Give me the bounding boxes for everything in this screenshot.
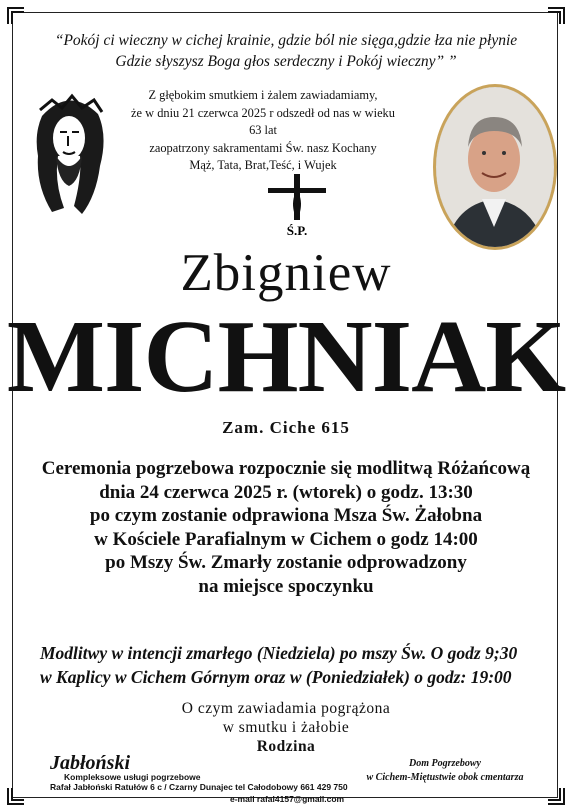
ceremony-line: Ceremonia pogrzebowa rozpocznie się modlitwą Różańcową: [41, 458, 531, 479]
notice-line: Mąż, Tata, Brat,Teść, i Wujek: [189, 158, 337, 172]
sp-label: Ś.P.: [286, 223, 308, 238]
funeral-service-address: Rafał Jabłoński Ratułów 6 c / Czarny Dunajec tel Całodobowy 661 429 750: [50, 782, 348, 792]
corner-ornament-top-right: [546, 6, 566, 26]
prayer-line: Modlitwy w intencji zmarłego (Niedziela) po mszy Św. O godz 9;30: [40, 643, 518, 663]
deceased-address: Zam. Ciche 615: [222, 418, 350, 437]
memorial-quote: [40, 30, 532, 72]
closing-note: [0, 699, 572, 756]
funeral-home-info: [355, 757, 535, 785]
closing-line: O czym zawiadamia pogrążona: [181, 700, 391, 717]
funeral-home-line: w Cichem-Miętustwie obok cmentarza: [366, 772, 524, 783]
jesus-face-icon: [22, 86, 116, 216]
funeral-service-email: e-mail rafal4157@gmail.com: [230, 794, 345, 804]
funeral-service-logo: [50, 754, 350, 804]
deceased-first-name: Zbigniew: [180, 244, 392, 302]
closing-line: w smutku i żałobie: [222, 719, 350, 736]
ceremony-line: po czym zostanie odprawiona Msza Św. Żałobna: [89, 505, 483, 526]
family-signature: Rodzina: [256, 738, 316, 755]
funeral-home-line: Dom Pogrzebowy: [409, 758, 481, 769]
ceremony-line: na miejsce spoczynku: [198, 575, 374, 597]
quote-line: Gdzie słyszysz Boga głos serdeczny i Pokój wieczny” ”: [115, 53, 457, 70]
cross-icon: [264, 172, 330, 238]
deceased-surname: MICHNIAK: [6, 299, 566, 414]
notice-line: zaopatrzony sakramentami Św. nasz Kochany: [149, 140, 377, 155]
quote-line: “Pokój ci wieczny w cichej krainie, gdzie ból nie sięga,gdzie łza nie płynie: [54, 32, 518, 49]
death-notice: [125, 87, 401, 175]
prayer-schedule: [40, 641, 560, 689]
logo-name: Jabłoński: [50, 752, 131, 774]
notice-line: Z głębokim smutkiem i żalem zawiadamiamy,: [148, 88, 378, 102]
deceased-photo: [433, 84, 557, 250]
corner-ornament-bottom-right: [546, 786, 566, 806]
ceremony-line: w Kościele Parafialnym w Cichem o godz 14:00: [94, 528, 478, 550]
notice-line: że w dniu 21 czerwca 2025 r odszedł od nas w wieku 63 lat: [131, 105, 395, 137]
ceremony-line: dnia 24 czerwca 2025 r. (wtorek) o godz. 13:30: [99, 481, 473, 503]
prayer-line: w Kaplicy w Cichem Górnym oraz w (Poniedziałek) o godz: 19:00: [40, 667, 512, 687]
corner-ornament-bottom-left: [6, 786, 26, 806]
ceremony-details: [20, 457, 552, 598]
corner-ornament-top-left: [6, 6, 26, 26]
ceremony-line: po Mszy Św. Zmarły zostanie odprowadzony: [105, 552, 467, 573]
logo-subtitle: Kompleksowe usługi pogrzebowe: [64, 772, 201, 782]
